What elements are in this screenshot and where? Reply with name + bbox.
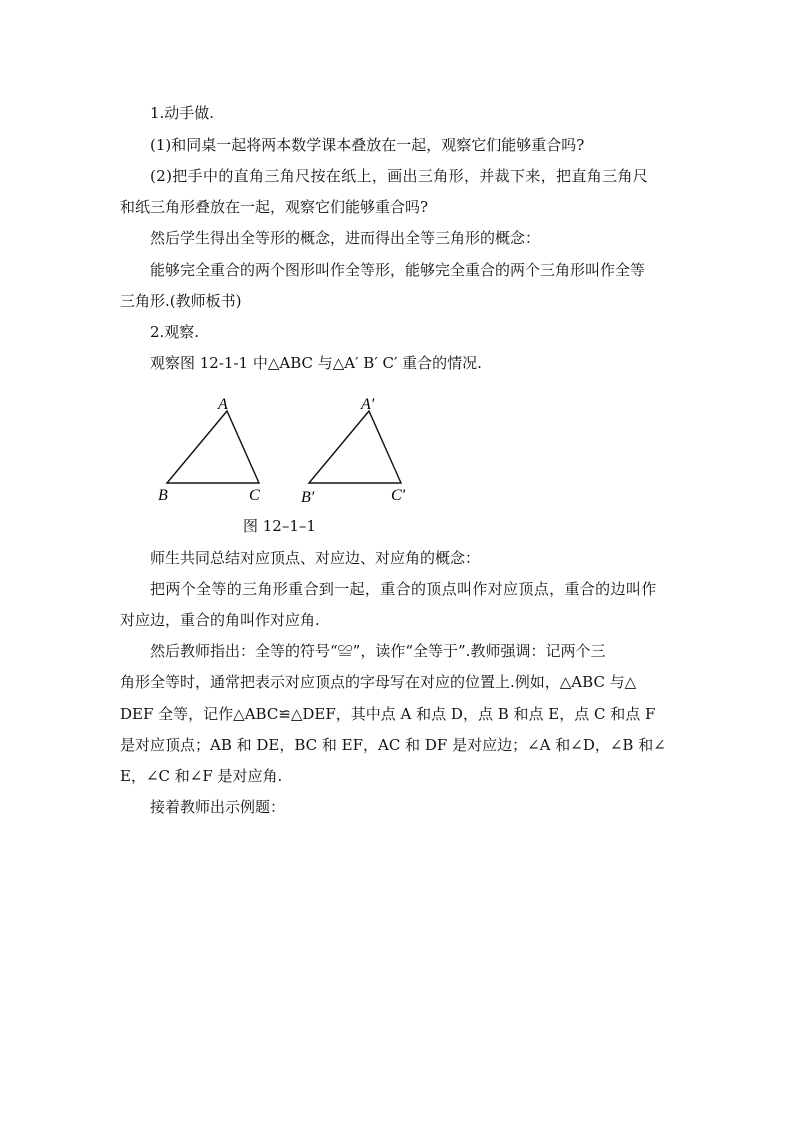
text-line: 能够完全重合的两个图形叫作全等形，能够完全重合的两个三角形叫作全等 xyxy=(150,261,646,279)
triangle-abc xyxy=(167,411,259,483)
triangle-abc-prime xyxy=(309,411,401,483)
text-line: E，∠C 和∠F 是对应角. xyxy=(120,767,283,785)
text-line: DEF 全等，记作△ABC≌△DEF，其中点 A 和点 D，点 B 和点 E，点 C 和点 F xyxy=(120,705,656,723)
vertex-label-b-prime: B′ xyxy=(301,489,315,506)
text-line: 观察图 12-1-1 中△ABC 与△A′ B′ C′ 重合的情况. xyxy=(150,354,482,372)
text-line: 接着教师出示例题： xyxy=(150,798,286,816)
text-line: 对应边，重合的角叫作对应角. xyxy=(120,611,320,629)
vertex-label-c-prime: C′ xyxy=(391,487,406,504)
text-line: 然后教师指出：全等的符号“≌”，读作“全等于”.教师强调：记两个三 xyxy=(150,642,606,660)
text-line: 然后学生得出全等形的概念，进而得出全等三角形的概念： xyxy=(150,229,541,247)
text-line: 1.动手做. xyxy=(150,104,215,122)
text-line: 把两个全等的三角形重合到一起，重合的顶点叫作对应顶点，重合的边叫作 xyxy=(150,580,657,598)
figure-caption: 图 12–1–1 xyxy=(243,517,316,535)
vertex-label-c: C xyxy=(249,487,260,504)
text-line: 是对应顶点；AB 和 DE，BC 和 EF，AC 和 DF 是对应边；∠A 和∠D，∠B 和∠ xyxy=(120,736,666,754)
vertex-label-b: B xyxy=(158,487,168,504)
text-line: 师生共同总结对应顶点、对应边、对应角的概念： xyxy=(150,549,481,567)
text-line: (1)和同桌一起将两本数学课本叠放在一起，观察它们能够重合吗? xyxy=(150,136,585,154)
figure-triangles xyxy=(150,392,420,512)
text-line: (2)把手中的直角三角尺按在纸上，画出三角形，并裁下来，把直角三角尺 xyxy=(150,167,649,185)
text-line: 角形全等时，通常把表示对应顶点的字母写在对应的位置上.例如，△ABC 与△ xyxy=(120,673,637,691)
vertex-label-a: A xyxy=(218,396,228,413)
text-line: 2.观察. xyxy=(150,323,200,341)
text-line: 和纸三角形叠放在一起，观察它们能够重合吗? xyxy=(120,198,429,216)
vertex-label-a-prime: A′ xyxy=(361,396,375,413)
triangles-diagram xyxy=(150,392,420,512)
text-line: 三角形.(教师板书) xyxy=(120,292,242,310)
